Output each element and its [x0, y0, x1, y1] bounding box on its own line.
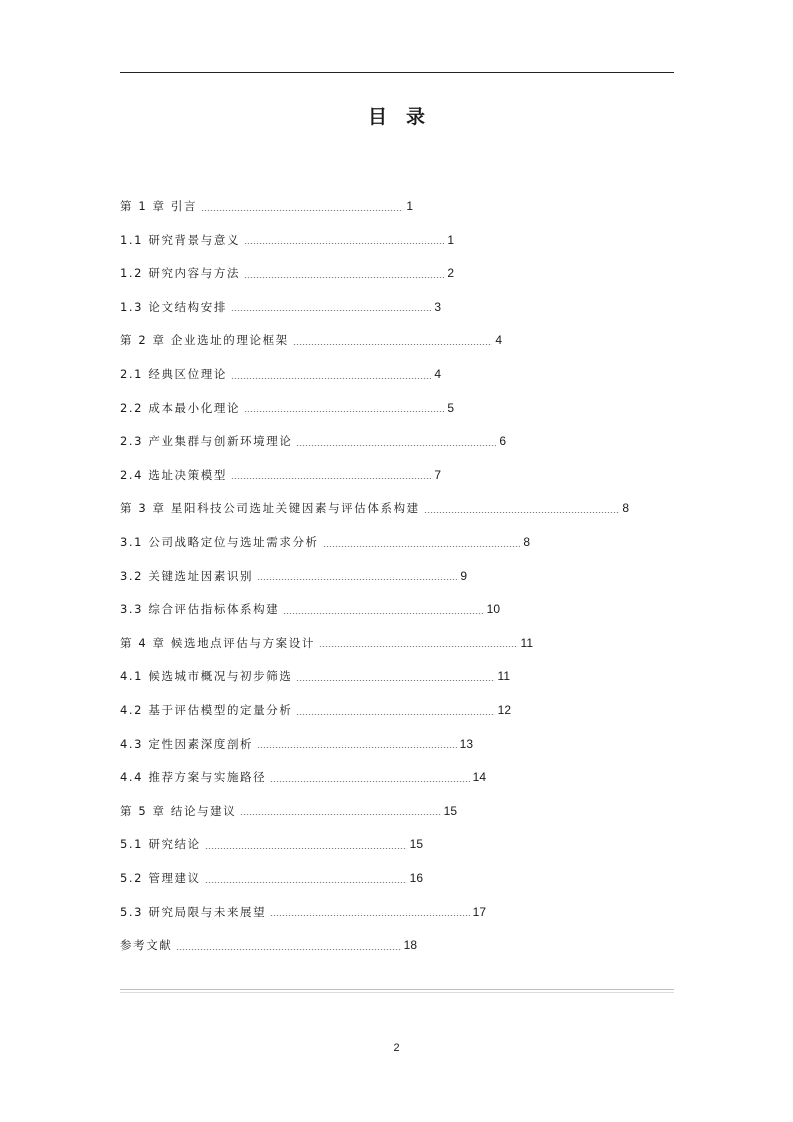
toc-leader-dots: [244, 411, 444, 412]
toc-leader-dots: [323, 546, 521, 547]
toc-entry-page: 8: [523, 535, 530, 549]
toc-entry-page: 10: [486, 602, 500, 617]
toc-entry-page: 14: [472, 770, 486, 785]
toc-entry-label: 1.3 论文结构安排: [120, 299, 227, 314]
toc-entry-page: 4: [495, 333, 502, 348]
toc-entry-label: 第 4 章 候选地点评估与方案设计: [120, 635, 315, 650]
toc-leader-dots: [296, 714, 494, 715]
toc-entry[interactable]: [120, 230, 454, 250]
toc-leader-dots: [257, 579, 457, 580]
toc-entry[interactable]: [120, 599, 500, 619]
toc-entry-page: 15: [409, 837, 423, 852]
toc-entry-page: 13: [459, 736, 473, 751]
toc-entry-page: 1: [447, 232, 454, 247]
toc-leader-dots: [244, 277, 444, 278]
toc-entry-page: 11: [520, 635, 533, 650]
toc-entry-label: 2.4 选址决策模型: [120, 467, 227, 482]
toc-leader-dots: [257, 747, 456, 748]
toc-entry-label: 5.1 研究结论: [120, 837, 201, 852]
toc-entry[interactable]: [120, 566, 467, 586]
toc-entry[interactable]: [120, 801, 457, 821]
toc-entry-page: 11: [497, 669, 510, 684]
toc-entry[interactable]: [120, 532, 530, 552]
toc-entry[interactable]: [120, 700, 511, 720]
toc-entry[interactable]: [120, 902, 486, 922]
toc-leader-dots: [231, 478, 431, 479]
toc-entry-page: 18: [403, 938, 417, 953]
toc-entry-label: 3.2 关键选址因素识别: [120, 568, 254, 583]
toc-leader-dots: [296, 680, 494, 681]
toc-entry[interactable]: [120, 263, 454, 283]
toc-entry[interactable]: [120, 734, 473, 754]
toc-leader-dots: [293, 344, 493, 345]
toc-entry-label: 1.1 研究背景与意义: [120, 232, 241, 247]
toc-entry[interactable]: [120, 633, 533, 653]
toc-entry-label: 4.3 定性因素深度剖析: [120, 736, 254, 751]
footer-rule: [120, 989, 674, 990]
toc-leader-dots: [270, 781, 469, 782]
toc-entry-page: 12: [497, 703, 511, 717]
toc-leader-dots: [319, 646, 518, 647]
toc-entry[interactable]: [120, 498, 629, 518]
toc-entry-page: 4: [434, 367, 441, 381]
toc-entry[interactable]: [120, 868, 423, 888]
toc-entry[interactable]: [120, 935, 417, 955]
toc-entry-page: 17: [472, 904, 486, 919]
toc-entry-label: 5.2 管理建议: [120, 871, 201, 885]
toc-leader-dots: [244, 243, 444, 244]
toc-leader-dots: [240, 814, 440, 815]
toc-leader-dots: [283, 613, 483, 614]
toc-leader-dots: [296, 445, 496, 446]
toc-entry-label: 2.3 产业集群与创新环境理论: [120, 434, 293, 449]
footer-rule-shadow: [120, 992, 674, 993]
toc-entry-page: 8: [622, 501, 629, 516]
toc-entry-page: 5: [447, 400, 454, 415]
toc-entry[interactable]: [120, 398, 454, 418]
toc-entry[interactable]: [120, 297, 441, 317]
toc-entry[interactable]: [120, 767, 486, 787]
toc-entry-label: 第 5 章 结论与建议: [120, 803, 237, 818]
toc-entry-label: 2.2 成本最小化理论: [120, 400, 241, 415]
toc-leader-dots: [176, 949, 400, 950]
toc-title: 目 录: [367, 106, 425, 128]
toc-entry-page: 16: [409, 871, 423, 885]
toc-entry-page: 9: [460, 568, 467, 583]
toc-entry-page: 7: [434, 467, 441, 482]
toc-entry-label: 3.1 公司战略定位与选址需求分析: [120, 535, 319, 549]
toc-entry-label: 3.3 综合评估指标体系构建: [120, 602, 280, 617]
page-number: 2: [393, 1042, 400, 1054]
toc-entry-page: 15: [443, 803, 457, 818]
toc-leader-dots: [231, 378, 431, 379]
toc-entry-page: 3: [434, 299, 441, 314]
toc-entry-label: 5.3 研究局限与未来展望: [120, 904, 267, 919]
toc-entry-label: 第 1 章 引言: [120, 199, 198, 213]
toc-entry-label: 4.4 推荐方案与实施路径: [120, 770, 267, 785]
toc-leader-dots: [201, 210, 403, 211]
toc-entry[interactable]: [120, 431, 506, 451]
toc-entry-label: 4.2 基于评估模型的定量分析: [120, 703, 293, 717]
toc-entry[interactable]: [120, 666, 510, 686]
toc-leader-dots: [424, 512, 620, 513]
toc-entry[interactable]: [120, 364, 441, 384]
toc-entry-page: 6: [499, 434, 506, 449]
toc-entry[interactable]: [120, 330, 502, 350]
toc-entry[interactable]: [120, 465, 441, 485]
toc-entry[interactable]: [120, 196, 413, 216]
toc-leader-dots: [205, 848, 407, 849]
toc-entry-page: 1: [406, 199, 413, 213]
toc-entry-page: 2: [447, 266, 454, 281]
toc-entry-label: 第 3 章 星阳科技公司选址关键因素与评估体系构建: [120, 501, 420, 516]
header-rule: [120, 72, 674, 73]
toc-entry[interactable]: [120, 834, 423, 854]
toc-entry-label: 4.1 候选城市概况与初步筛选: [120, 669, 293, 684]
toc-leader-dots: [270, 915, 469, 916]
toc-entry-label: 第 2 章 企业选址的理论框架: [120, 333, 289, 348]
toc-entry-label: 2.1 经典区位理论: [120, 367, 227, 381]
toc-entry-label: 1.2 研究内容与方法: [120, 266, 241, 281]
toc-entry-label: 参考文献: [120, 938, 173, 953]
toc-leader-dots: [205, 882, 407, 883]
toc-leader-dots: [231, 310, 431, 311]
